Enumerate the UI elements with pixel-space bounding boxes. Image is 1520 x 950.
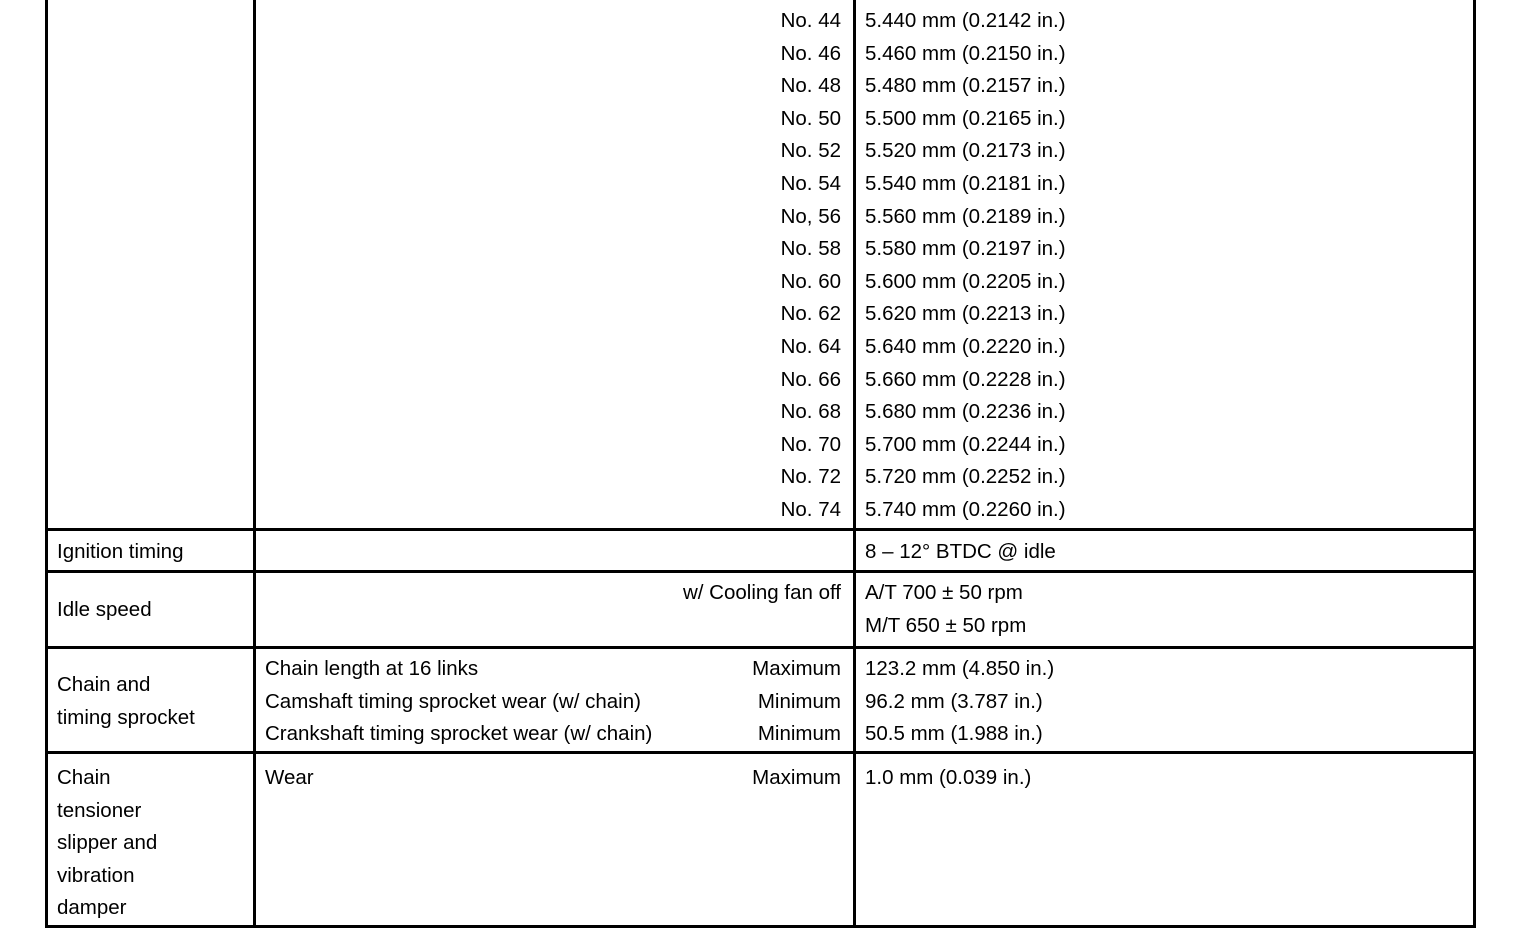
shim-number: No. 66 (780, 367, 841, 391)
chain-item-limit: Minimum (757, 689, 841, 713)
shim-number: No. 58 (780, 237, 841, 261)
chain-item-limit: Maximum (752, 657, 841, 681)
shim-thickness: 5.580 mm (0.2197 in.) (865, 237, 1066, 261)
chain-label-cell (47, 648, 255, 753)
shim-thickness: 5.680 mm (0.2236 in.) (865, 400, 1066, 424)
shim-number: No. 62 (780, 302, 841, 326)
chain-item-value: 96.2 mm (3.787 in.) (865, 689, 1043, 713)
shim-number-list (256, 5, 853, 527)
tensioner-item-cell (255, 753, 855, 927)
shim-number: No. 70 (780, 432, 841, 456)
specification-table (45, 0, 1476, 928)
tensioner-value-cell (855, 753, 1475, 927)
shim-number: No. 44 (780, 9, 841, 32)
tensioner-label-line: slipper and (57, 831, 158, 855)
shim-category-cell (47, 0, 255, 530)
chain-label-line-2: timing sprocket (57, 705, 195, 729)
shim-thickness: 5.720 mm (0.2252 in.) (865, 465, 1066, 489)
tensioner-label-line: tensioner (57, 798, 142, 822)
tensioner-item-limit: Maximum (752, 766, 841, 790)
ignition-label-cell (47, 530, 255, 572)
tensioner-label-line: damper (57, 896, 127, 920)
chain-item-value: 50.5 mm (1.988 in.) (865, 722, 1043, 746)
shim-thickness: 5.500 mm (0.2165 in.) (865, 106, 1066, 130)
chain-value-cell (855, 648, 1475, 753)
shim-thickness: 5.660 mm (0.2228 in.) (865, 367, 1066, 391)
idle-speed-value-mt: M/T 650 ± 50 rpm (865, 613, 1027, 637)
shim-thickness: 5.640 mm (0.2220 in.) (865, 334, 1066, 358)
ignition-value-cell (855, 530, 1475, 572)
shim-number-cell (255, 0, 855, 530)
idle-value-cell (855, 572, 1475, 648)
shim-thickness: 5.460 mm (0.2150 in.) (865, 41, 1066, 65)
shim-number: No, 56 (780, 204, 841, 228)
shim-number: No. 50 (780, 106, 841, 130)
idle-speed-label: Idle speed (57, 597, 152, 621)
shim-thickness: 5.440 mm (0.2142 in.) (865, 9, 1066, 32)
shim-number: No. 64 (780, 334, 841, 358)
tensioner-label-cell (47, 753, 255, 927)
shim-thickness: 5.480 mm (0.2157 in.) (865, 74, 1066, 98)
chain-item-name: Crankshaft timing sprocket wear (w/ chain) (265, 722, 653, 746)
shim-number: No. 74 (780, 497, 841, 521)
shim-number: No. 72 (780, 465, 841, 489)
idle-condition-cell (255, 572, 855, 648)
shim-thickness: 5.740 mm (0.2260 in.) (865, 497, 1066, 521)
shim-number: No. 54 (780, 171, 841, 195)
shim-number: No. 46 (780, 41, 841, 65)
shim-number: No. 68 (780, 400, 841, 424)
tensioner-label-line: vibration (57, 863, 135, 887)
shim-value-list (856, 5, 1473, 527)
shim-value-cell (855, 0, 1475, 530)
idle-speed-value-at: A/T 700 ± 50 rpm (865, 581, 1023, 605)
tensioner-item-wear (256, 762, 853, 795)
shim-thickness: 5.700 mm (0.2244 in.) (865, 432, 1066, 456)
chain-item-name: Chain length at 16 links (265, 657, 479, 681)
shim-number: No. 60 (780, 269, 841, 293)
chain-item-name: Camshaft timing sprocket wear (w/ chain) (265, 689, 641, 713)
tensioner-item-value: 1.0 mm (0.039 in.) (865, 766, 1032, 790)
table-row-chain-tensioner (47, 753, 1475, 927)
chain-label-line-1: Chain and (57, 673, 151, 697)
chain-items-cell (255, 648, 855, 753)
table-row-shim-sizes (47, 0, 1475, 530)
ignition-condition-cell (255, 530, 855, 572)
ignition-timing-label: Ignition timing (57, 540, 184, 564)
table-row-ignition-timing (47, 530, 1475, 572)
chain-item-length (256, 653, 853, 686)
shim-thickness: 5.520 mm (0.2173 in.) (865, 139, 1066, 163)
ignition-timing-value: 8 – 12° BTDC @ idle (865, 540, 1056, 564)
shim-thickness: 5.540 mm (0.2181 in.) (865, 171, 1066, 195)
shim-thickness: 5.600 mm (0.2205 in.) (865, 269, 1066, 293)
chain-item-camshaft (256, 686, 853, 719)
tensioner-label-line: Chain (57, 766, 111, 790)
shim-number: No. 48 (780, 74, 841, 98)
idle-label-cell (47, 572, 255, 648)
chain-item-limit: Minimum (757, 722, 841, 746)
table-row-chain-sprocket (47, 648, 1475, 753)
shim-number: No. 52 (780, 139, 841, 163)
shim-thickness: 5.560 mm (0.2189 in.) (865, 204, 1066, 228)
tensioner-item-name: Wear (265, 766, 314, 790)
shim-thickness: 5.620 mm (0.2213 in.) (865, 302, 1066, 326)
chain-item-crankshaft (256, 718, 853, 751)
table-row-idle-speed (47, 572, 1475, 648)
chain-item-value: 123.2 mm (4.850 in.) (865, 657, 1055, 681)
idle-speed-condition: w/ Cooling fan off (682, 581, 841, 605)
